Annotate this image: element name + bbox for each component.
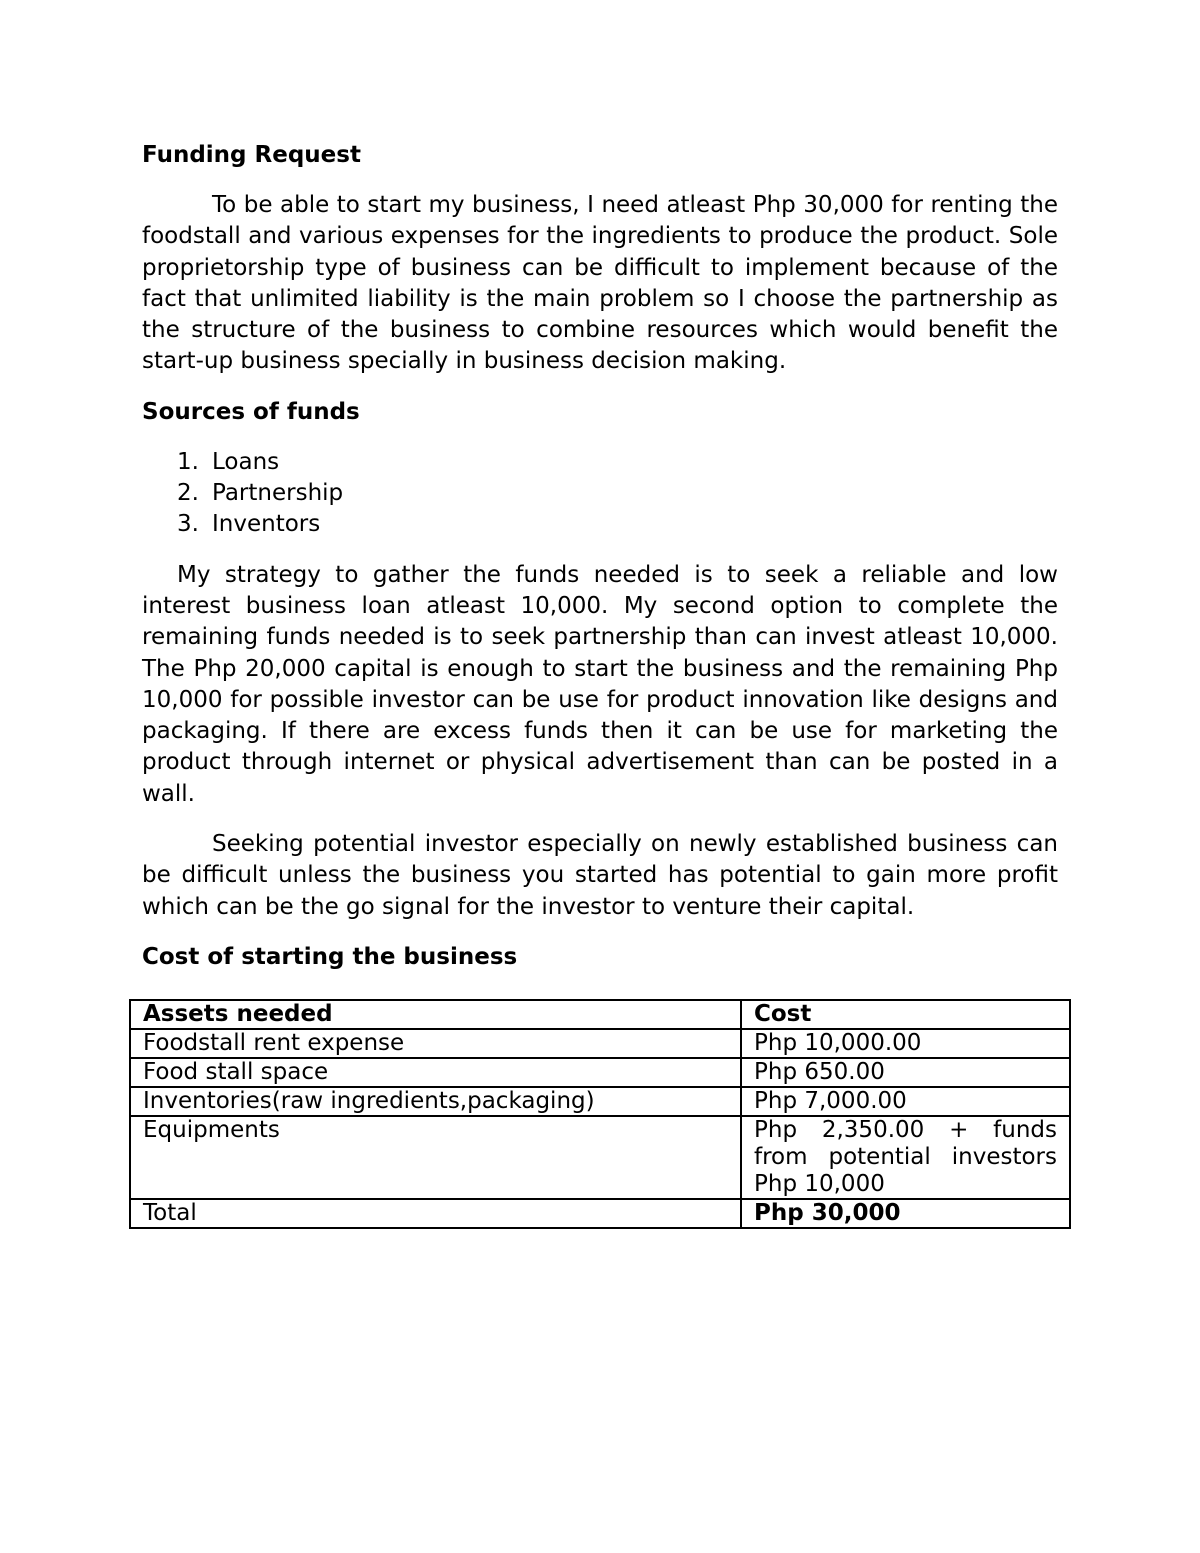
table-row: [130, 1087, 1070, 1116]
table-row: [130, 1029, 1070, 1058]
table-row: [130, 1199, 1070, 1228]
table-header-cell: Cost: [741, 1000, 1070, 1029]
paragraph-investor: Seeking potential investor especially on newly established business can be difficult unless the business you started has potential to gain more profit which can be the go signal for the investor to venture their capital.: [142, 831, 1058, 920]
table-cell: Php 2,350.00 + funds from potential investors Php 10,000: [741, 1116, 1070, 1199]
heading-cost-of-starting: Cost of starting the business: [142, 943, 518, 970]
table-cell: Total: [130, 1199, 741, 1228]
table-cell: Php 7,000.00: [741, 1087, 1070, 1116]
table-header-cell: Assets needed: [130, 1000, 741, 1029]
list-item-label: Partnership: [212, 480, 344, 507]
list-item: 1. Loans: [177, 447, 1058, 478]
table-cell: Php 10,000.00: [741, 1029, 1070, 1058]
table-cell: Equipments: [130, 1116, 741, 1199]
table-header-row: [130, 1000, 1070, 1029]
list-item: 3. Inventors: [177, 509, 1058, 540]
paragraph-funding-request: To be able to start my business, I need atleast Php 30,000 for renting the foodstall and various expenses for the ingredients to produce the product. Sole proprietorship type of business can be difficult to implement because of the fact that unlimited liability is the main problem so I choose the partnership as the structure of the business to combine resources which would benefit the start-up business specially in business decision making.: [142, 192, 1058, 375]
table-row: [130, 1116, 1070, 1199]
list-item-label: Inventors: [212, 511, 321, 538]
heading-sources-of-funds: Sources of funds: [142, 398, 360, 425]
list-item-label: Loans: [212, 448, 280, 475]
table-cell: Php 30,000: [741, 1199, 1070, 1228]
list-item: 2. Partnership: [177, 478, 1058, 509]
table-cell: Food stall space: [130, 1058, 741, 1087]
table-cell: Php 650.00: [741, 1058, 1070, 1087]
paragraph-strategy: My strategy to gather the funds needed is to seek a reliable and low interest business loan atleast 10,000. My second option to complete the remaining funds needed is to seek partnership than can invest atleast 10,000. The Php 20,000 capital is enough to start the business and the remaining Php 10,000 for possible investor can be use for product innovation like designs and packaging. If there are excess funds then it can be use for marketing the product through internet or physical advertisement than can be posted in a wall.: [142, 561, 1058, 807]
table-cell: Foodstall rent expense: [130, 1029, 741, 1058]
heading-funding-request: Funding Request: [142, 142, 361, 168]
table-cell: Inventories(raw ingredients,packaging): [130, 1087, 741, 1116]
cost-table: [129, 999, 1071, 1229]
sources-list: [142, 447, 1058, 541]
table-row: [130, 1058, 1070, 1087]
document-body: [142, 140, 1058, 973]
